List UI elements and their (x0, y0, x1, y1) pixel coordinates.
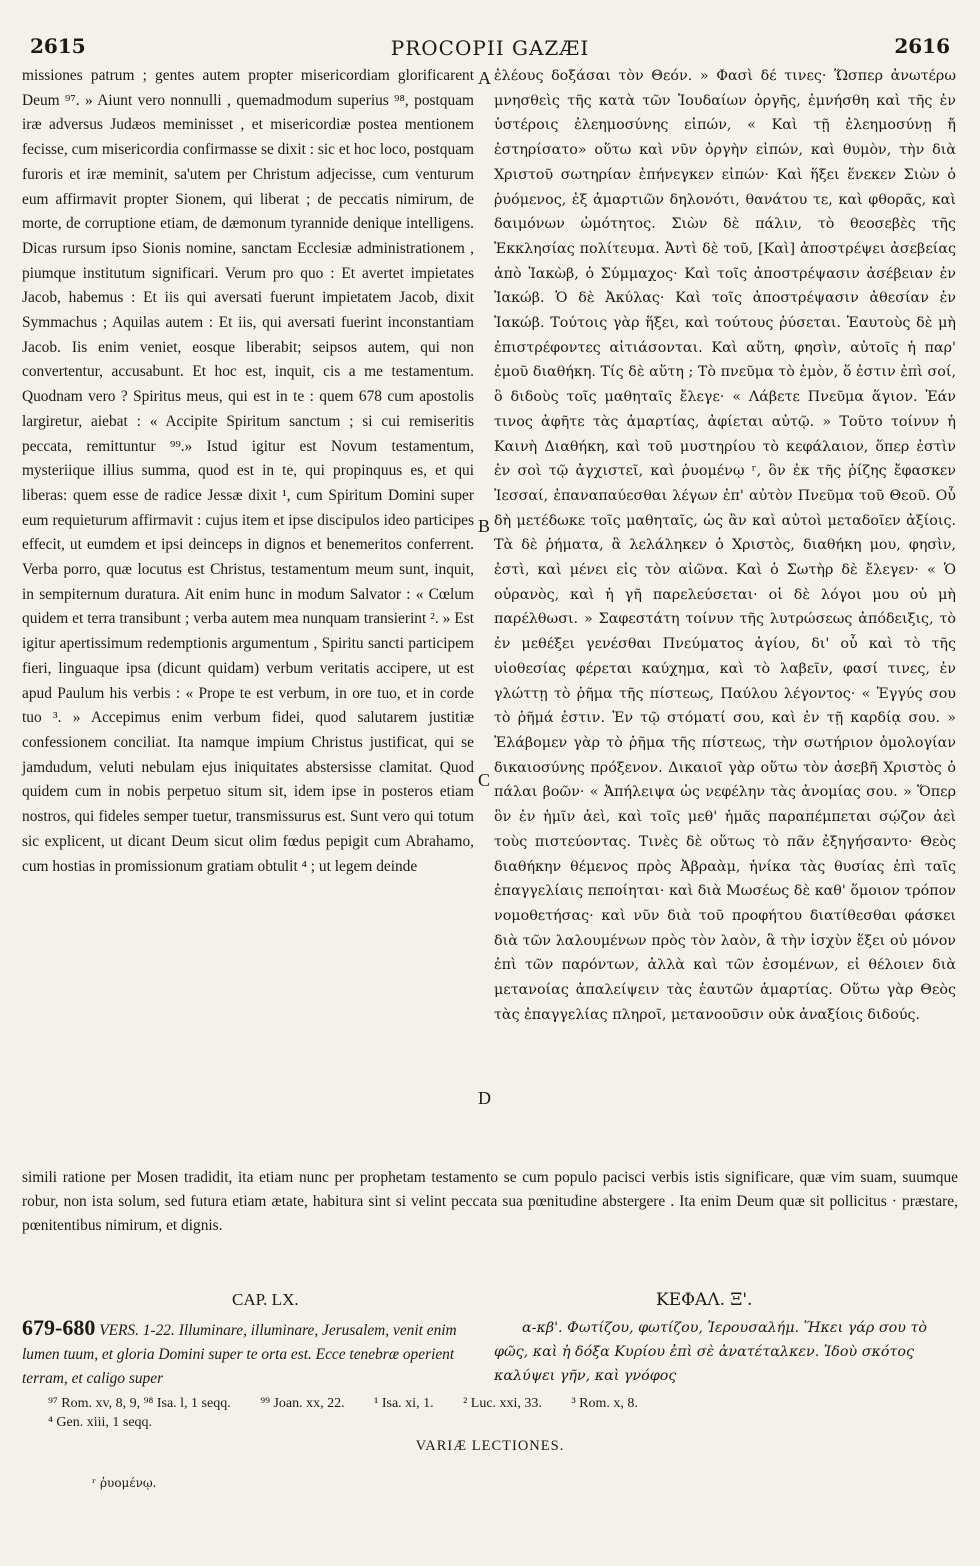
variae-lectiones-note: ʳ ῥυομένῳ. (92, 1476, 157, 1490)
footnote: ¹ Isa. xi, 1. (374, 1396, 434, 1411)
verse-latin-text: VERS. 1-22. Illuminare, illuminare, Jerusalem, venit enim lumen tuum, et gloria Domini super te orta est. Ecce tenebræ operient terram, et caligo super (22, 1322, 457, 1387)
footnote: ³ Rom. x, 8. (571, 1396, 638, 1411)
verse-greek (494, 1316, 956, 1388)
footnote: ⁹⁷ Rom. xv, 8, 9, ⁹⁸ Isa. l, 1 seqq. (48, 1396, 231, 1411)
section-marker-a: A (478, 68, 491, 88)
footnote: ⁴ Gen. xiii, 1 seqq. (48, 1415, 153, 1430)
section-marker-b: B (478, 516, 491, 536)
column-number-left: 2615 (30, 34, 86, 58)
chapter-heading-greek: ΚΕΦΑΛ. Ξ'. (656, 1290, 753, 1310)
footnotes (48, 1394, 958, 1432)
full-width-paragraph: simili ratione per Mosen tradidit, ita etiam nunc per prophetam testamento se cum populo pacisci verbis istis significare, quæ vim suam, suumque robur, non ista solum, sed futura etiam ætate, habitura sint si velint peccata sua pœnitudine abstergere . Ita enim Deum quæ sit pollicitus · præstare, pœnitentibus nimirum, et dignis. (22, 1169, 958, 1234)
verse-latin (22, 1316, 474, 1391)
variae-lectiones-heading: VARIÆ LECTIONES. (415, 1438, 565, 1454)
verse-column-number: 679-680 (22, 1315, 96, 1340)
greek-text: ἐλέους δοξάσαι τὸν Θεόν. » Φασὶ δέ τινες· Ὥσπερ ἀνωτέρω μνησθεὶς τῆς κατὰ τῶν Ἰουδαίων ὀργῆς, ἐμνήσθη καὶ τῆς ἐν ὑστέροις ἐλεημοσύνης εἰπών, « Καὶ τῇ ἐλεημοσύνῃ ἤ ἐστηρίσατο» οὕτω καὶ νῦν ὀργὴν εἰπών, καὶ θυμὸν, τὴν διὰ Χριστοῦ σωτηρίαν ἐπήνεγκεν εἰπών· Καὶ ἥξει ἕνεκεν Σιὼν ὁ ῥυόμενος, ἐξ ἁμαρτιῶν δηλονότι, θανάτου τε, καὶ φθορᾶς, καὶ δαιμόνων ὠμότητος. Σιὼν δὲ πάλιν, τὸ θεοσεβὲς τῆς Ἐκκλησίας πολίτευμα. Ἀντὶ δὲ τοῦ, [Καὶ] ἀποστρέψει ἀσεβείας ἀπὸ Ἰακὼβ, ὁ Σύμμαχος· Καὶ τοῖς ἀποστρέψασιν ἀσέβειαν ἐν Ἰακώβ. Ὁ δὲ Ἀκύλας· Καὶ τοῖς ἀποστρέψασιν ἀθεσίαν ἐν Ἰακώβ. Τούτοις γὰρ ἥξει, καὶ τούτους ῥύσεται. Ἑαυτοὺς δὲ μὴ ἐπιστρέφοντες αἰτιάσονται. Καὶ αὕτη, φησὶν, αὐτοῖς ἡ παρ' ἐμοῦ διαθήκη. Τίς δὲ αὕτη ; Τὸ πνεῦμα τὸ ἐμὸν, ὅ ἐστιν ἐπὶ σοί, ὃ διδοὺς τοῖς μαθηταῖς ἔλεγε· « Λάβετε Πνεῦμα ἅγιον. Ἐάν τινος ἀφῆτε τὰς ἁμαρτίας, ἀφίεται αὐτῷ. » Τοῦτο τοίνυν ἡ Καινὴ Διαθήκη, καὶ τοῦ μυστηρίου τὸ κεφάλαιον, ὅπερ ἐστὶν ἐν σοὶ τῷ ἀγχιστεῖ, καὶ ῥυομένῳ ʳ, ὃν ἐκ τῆς ῥίζης ἔφασκεν Ἰεσσαί, ἐπαναπαύεσθαι λέγων ἐπ' αὐτὸν Πνεῦμα τοῦ Θεοῦ. Οὗ δὴ μετέδωκε τοῖς μαθηταῖς, ὡς ἂν καὶ αὐτοὶ μεταδοῖεν ἀξίοις. Τὰ δὲ ῥήματα, ἃ λελάληκεν ὁ Χριστὸς, διαθήκη μου, φησὶν, ἐστὶ, καὶ μένει εἰς τὸν αἰῶνα. Καὶ ὁ Σωτὴρ δὲ ἔλεγεν· « Ὁ οὐρανὸς, καὶ ἡ γῆ παρελεύσεται· οἱ δὲ λόγοι μου οὐ μὴ παρέλθωσι. » Σαφεστάτη τοίνυν τῆς λυτρώσεως ἀπόδειξις, τὸ ἐν μεθέξει γενέσθαι Πνεύματος ἁγίου, δι' οὗ καὶ τὸ τῆς υἱοθεσίας φέρεται καύχημα, καὶ τὸ λαβεῖν, φασί τινες, ἐν γλώττῃ τὸ ῥῆμα τῆς πίστεως, Παύλου λέγοντος· « Ἐγγύς σου τὸ ῥῆμά ἐστιν. Ἐν τῷ στόματί σου, καὶ ἐν τῇ καρδίᾳ σου. » Ἐλάβομεν γὰρ τὸ ῥῆμα τῆς πίστεως, τὴν σωτήριον ὁμολογίαν δικαιοσύνης πρόξενον. Δικαιοῖ γὰρ οὕτω τὸν ἀσεβῆ Χριστὸς ὁ πάλαι βοῶν· « Ἀπήλειψα ὡς νεφέλην τὰς ἀνομίας σου. » Ὅπερ ὃν ἐν ἡμῖν ἀεὶ, καὶ τοῖς μεθ' ἡμᾶς παραπέμπεται σῴζον ἀεὶ τοὺς πιστεύοντας. Τινὲς δὲ οὕτως τὸ πᾶν ἐξηγήσαντο· Θεὸς διαθήκην θέμενος πρὸς Ἀβραὰμ, ἡνίκα τὰς θυσίας ἐπὶ ταῖς ἐπαγγελίαις πεποίηται· καὶ διὰ Μωσέως δὲ καθ' ὅμοιον τρόπον νομοθετήσας· καὶ νῦν διὰ τοῦ προφήτου διατίθεσθαι φάσκει διὰ τῶν λαλουμένων πρὸς τὸν λαὸν, ἃ τὴν ἰσχὺν ἕξει οὐ μόνον ἐπὶ τῶν παρόντων, ἀλλὰ καὶ τῶν ἐσομένων, εἰ θέλοιεν διὰ μετανοίας ἀπαλείψειν τὰς ἑαυτῶν ἁμαρτίας. Οὕτω γὰρ Θεὸς τὰς ἐπαγγελίας πληροῖ, μετανοοῦσιν οὐκ ἀναξίοις διδούς. (494, 68, 956, 1023)
latin-column (22, 64, 474, 879)
page-header (30, 34, 950, 64)
footnote: ² Luc. xxi, 33. (463, 1396, 542, 1411)
column-number-right: 2616 (894, 34, 950, 58)
greek-column (494, 64, 956, 1027)
section-marker-d: D (478, 1088, 491, 1108)
footnote: ⁹⁹ Joan. xx, 22. (260, 1396, 345, 1411)
verse-greek-text: α-κβ'. Φωτίζου, φωτίζου, Ἱερουσαλήμ. Ἥκει γάρ σου τὸ φῶς, καὶ ἡ δόξα Κυρίου ἐπὶ σὲ ἀνατέταλκεν. Ἰδοὺ σκότος καλύψει γῆν, καὶ γνόφος (494, 1320, 927, 1384)
latin-text: missiones patrum ; gentes autem propter misericordiam glorificarent Deum ⁹⁷. » Aiunt vero nonnulli , quemadmodum superius ⁹⁸, postquam iræ adversus Judæos meminisset , et misericordiæ postea mentionem fecisse, cum misericordia confirmasse se dixit : sic et hoc loco, postquam furoris et iræ meminit, sa'utem per Christum adjecisse, cum venturum eum affirmavit propter Sionem, qui liberat ; de peccatis nimirum, de morte, de corruptione etiam, de dæmonum tyrannide denique intelligens. Dicas rursum ipso Sionis nomine, sanctam Ecclesiæ administrationem , piumque institutum significari. Verum pro quo : Et avertet impietates Jacob, habemus : Et iis qui aversati fuerunt impietatem Jacob, dixit Symmachus ; Aquilas autem : Et iis, qui aversati fuerint inconstantiam Jacob. Iis enim veniet, eosque liberabit; seipsos autem, qui non convertentur, accusabunt. Et hoc est, inquit, cis a me testamentum. Quodnam vero ? Spiritus meus, qui est in te : quem 678 cum apostolis largiretur, aiebat : « Accipite Spiritum sanctum ; si cui remiseritis peccata, remittuntur ⁹⁹.» Istud igitur est Novum testamentum, mysteriique illius summa, quod est in te, qui propinquus es, et qui liberas: quem esse de radice Jessæ dixit ¹, cum Spiritum Domini super eum requieturum affirmavit : cujus item et ipse discipulos ideo participes effecit, ut eumdem et ipsi deinceps in dignos et benemeritos conferrent. Verba porro, quæ locutus est Christus, testamentum meum sunt, inquit, in sempiternum duratura. Ait enim hunc in modum Salvator : « Cœlum quidem et terra transibunt ; verba autem mea nunquam transierint ². » Est igitur apertissimum redemptionis argumentum , Spiritu sancti participem fieri, linguaque ipsa (dicunt quidam) verbum veritatis accipere, ut est apud Paulum his verbis : « Prope te est verbum, in ore tuo, et in corde tuo ³. » Accepimus enim verbum fidei, quod salutarem justitiæ confessionem conciliat. Ita namque impium Christus justificat, qui se jamdudum, veluti nebulam ejus iniquitates abstersisse clamitat. Quod quidem cum in nobis perpetuo situm sit, idem ipse in posteros etiam nostros, qui fideles semper tuetur, transmissurus est. Sunt vero qui totum sic explicent, ut dicant Deum sicut olim fœdus pepigit cum Abrahamo, cum hostias in promissionum gratiam obtulit ⁴ ; ut legem deinde (22, 67, 474, 875)
running-title: PROCOPII GAZÆI (390, 36, 590, 60)
section-marker-c: C (478, 770, 491, 790)
chapter-heading-latin: CAP. LX. (232, 1290, 299, 1309)
